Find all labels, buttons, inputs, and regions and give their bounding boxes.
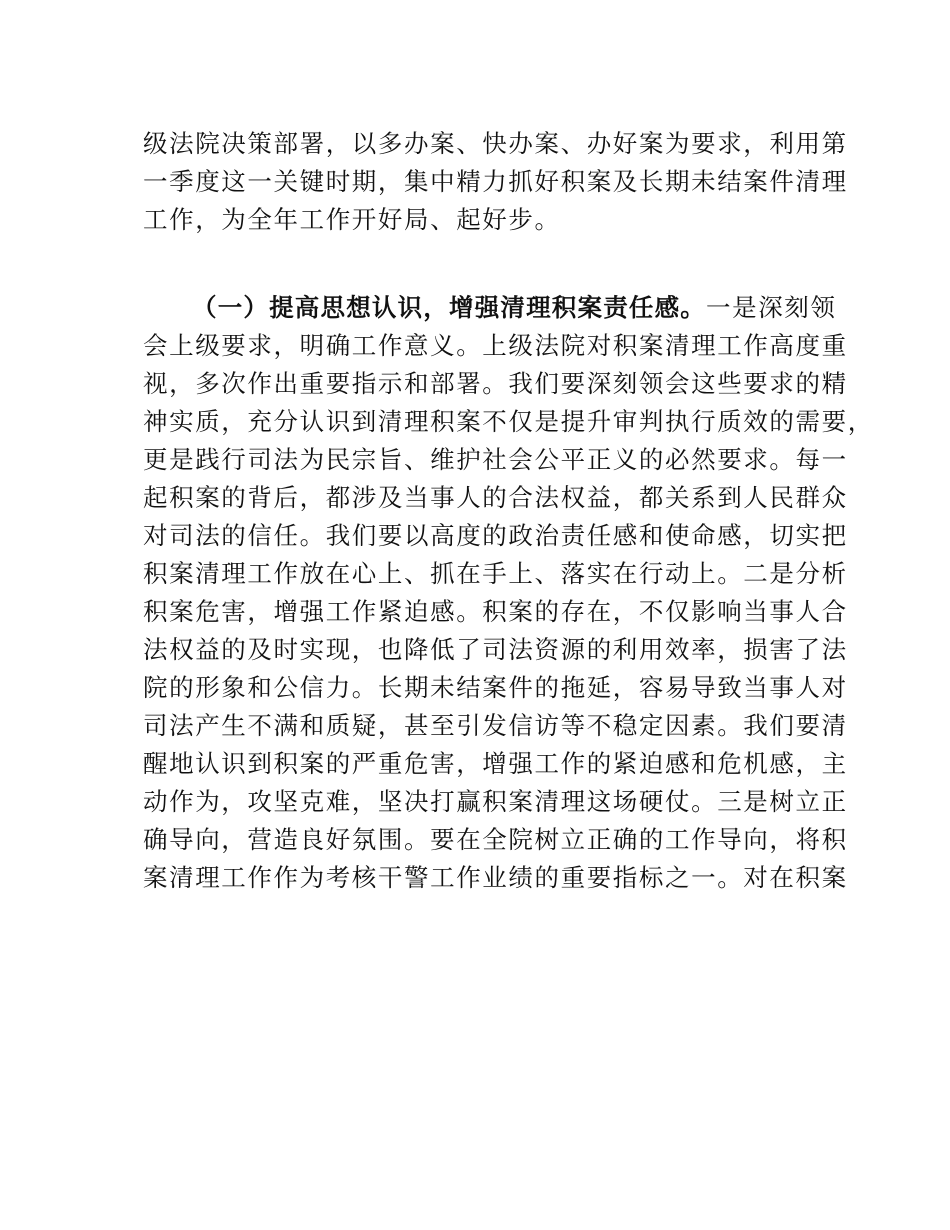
paragraph-line: 确导向，营造良好氛围。要在全院树立正确的工作导向，将积 (143, 825, 848, 854)
paragraph-line: 视，多次作出重要指示和部署。我们要深刻领会这些要求的精 (143, 369, 848, 398)
paragraph-line: 会上级要求，明确工作意义。上级法院对积案清理工作高度重 (143, 331, 848, 360)
paragraph-line: 神实质，充分认识到清理积案不仅是提升审判执行质效的需要， (143, 407, 874, 436)
paragraph-line: 法权益的及时实现，也降低了司法资源的利用效率，损害了法 (143, 635, 848, 664)
section-heading: （一）提高思想认识，增强清理积案责任感。 (192, 293, 706, 322)
paragraph-line: 院的形象和公信力。长期未结案件的拖延，容易导致当事人对 (143, 673, 848, 702)
paragraph-line: 案清理工作作为考核干警工作业绩的重要指标之一。对在积案 (143, 863, 848, 892)
paragraph-line: 醒地认识到积案的严重危害，增强工作的紧迫感和危机感，主 (143, 749, 848, 778)
paragraph-first-line (143, 289, 837, 327)
paragraph-2 (143, 289, 874, 897)
paragraph-line: 积案危害，增强工作紧迫感。积案的存在，不仅影响当事人合 (143, 597, 848, 626)
paragraph-line: 工作，为全年工作开好局、起好步。 (143, 205, 561, 234)
paragraph-line: 级法院决策部署，以多办案、快办案、办好案为要求，利用第 (143, 129, 848, 158)
paragraph-line: 起积案的背后，都涉及当事人的合法权益，都关系到人民群众 (143, 483, 848, 512)
paragraph-line: 更是践行司法为民宗旨、维护社会公平正义的必然要求。每一 (143, 445, 848, 474)
paragraph-1 (143, 125, 848, 239)
paragraph-line: 积案清理工作放在心上、抓在手上、落实在行动上。二是分析 (143, 559, 848, 588)
first-line-text: 一是深刻领 (706, 293, 837, 322)
paragraph-line: 动作为，攻坚克难，坚决打赢积案清理这场硬仗。三是树立正 (143, 787, 848, 816)
paragraph-line: 司法产生不满和质疑，甚至引发信访等不稳定因素。我们要清 (143, 711, 848, 740)
paragraph-line: 对司法的信任。我们要以高度的政治责任感和使命感，切实把 (143, 521, 848, 550)
paragraph-line: 一季度这一关键时期，集中精力抓好积案及长期未结案件清理 (143, 167, 848, 196)
